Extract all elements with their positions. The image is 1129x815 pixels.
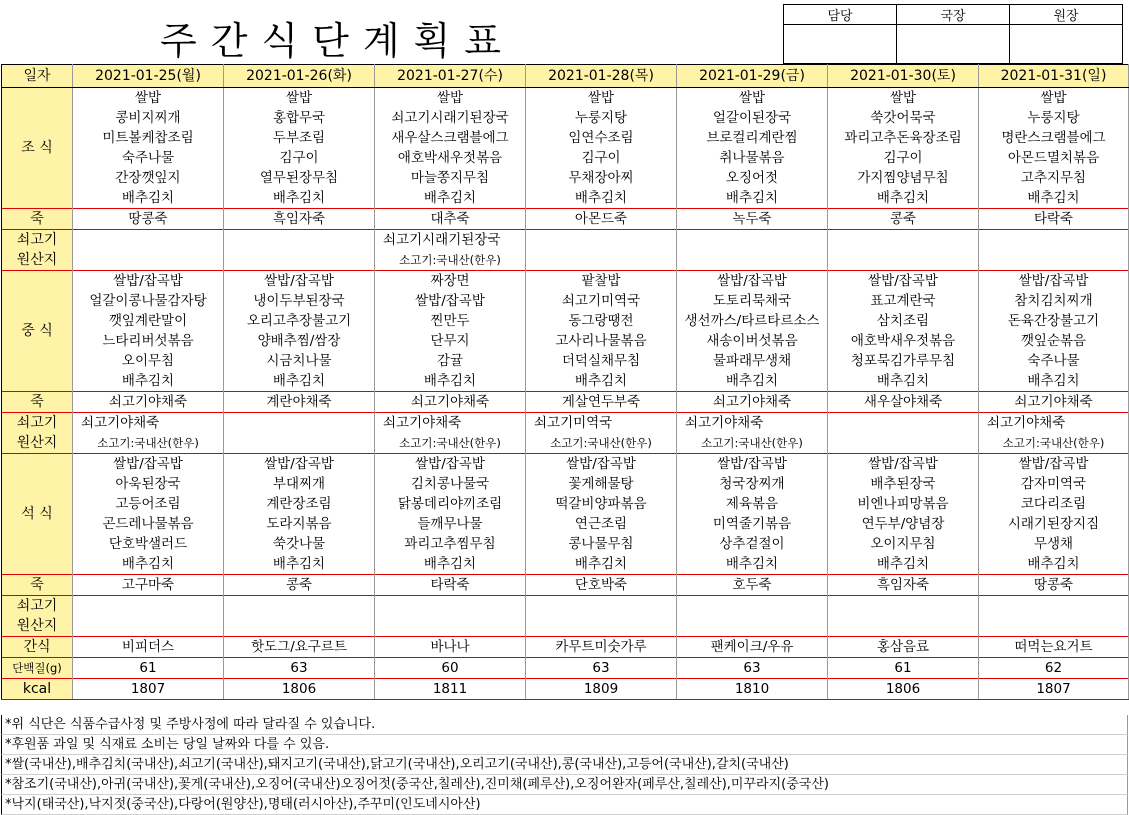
dinner-dish: 비엔나피망볶음 <box>828 494 979 514</box>
breakfast-dish: 명란스크램블에그 <box>979 128 1129 148</box>
breakfast-porridge: 녹두죽 <box>677 209 828 230</box>
kcal-value: 1806 <box>828 679 979 700</box>
kcal-value: 1811 <box>375 679 526 700</box>
dinner-origin-dish <box>677 596 828 617</box>
dinner-dish: 제육볶음 <box>677 494 828 514</box>
dinner-dish: 계란장조림 <box>224 494 375 514</box>
breakfast-dish: 숙주나물 <box>73 148 224 168</box>
dinner-origin-dish <box>828 596 979 617</box>
lunch-porridge: 쇠고기야채죽 <box>375 392 526 413</box>
date-header: 2021-01-30(토) <box>828 65 979 88</box>
breakfast-dish: 쑥갓어묵국 <box>828 108 979 128</box>
dinner-dish: 시래기된장지짐 <box>979 514 1129 534</box>
snack-item: 떠먹는요거트 <box>979 637 1129 658</box>
protein-value: 63 <box>224 658 375 679</box>
lunch-dish: 새송이버섯볶음 <box>677 331 828 351</box>
dinner-dish: 떡갈비양파볶음 <box>526 494 677 514</box>
lunch-origin-label-1: 쇠고기 <box>2 413 73 434</box>
breakfast-dish: 누룽지탕 <box>526 108 677 128</box>
breakfast-dish: 마늘쫑지무침 <box>375 168 526 188</box>
lunch-dish: 돈육간장불고기 <box>979 311 1129 331</box>
breakfast-dish: 무채장아찌 <box>526 168 677 188</box>
dinner-dish: 도라지볶음 <box>224 514 375 534</box>
approval-box <box>783 4 1123 64</box>
dinner-porridge-label: 죽 <box>2 575 73 596</box>
breakfast-dish: 김구이 <box>224 148 375 168</box>
lunch-dish: 생선까스/타르타르소스 <box>677 311 828 331</box>
lunch-dish: 배추김치 <box>979 371 1129 392</box>
approval-sign-director[interactable] <box>897 25 1010 64</box>
dinner-dish: 무생채 <box>979 534 1129 554</box>
dinner-dish: 배추김치 <box>224 554 375 575</box>
lunch-dish: 물파래무생채 <box>677 351 828 371</box>
breakfast-dish: 쌀밥 <box>828 88 979 109</box>
lunch-dish: 쌀밥/잡곡밥 <box>375 291 526 311</box>
lunch-dish: 쌀밥/잡곡밥 <box>828 271 979 292</box>
breakfast-porridge: 대추죽 <box>375 209 526 230</box>
dinner-dish: 쌀밥/잡곡밥 <box>979 454 1129 475</box>
lunch-dish: 냉이두부된장국 <box>224 291 375 311</box>
dinner-porridge: 단호박죽 <box>526 575 677 596</box>
breakfast-dish: 배추김치 <box>828 188 979 209</box>
dinner-dish: 쌀밥/잡곡밥 <box>224 454 375 475</box>
dinner-porridge: 타락죽 <box>375 575 526 596</box>
breakfast-dish: 배추김치 <box>73 188 224 209</box>
breakfast-origin-dish <box>828 230 979 251</box>
dinner-dish: 꽈리고추찜무침 <box>375 534 526 554</box>
snack-item: 핫도그/요구르트 <box>224 637 375 658</box>
snack-item: 비피더스 <box>73 637 224 658</box>
kcal-value: 1810 <box>677 679 828 700</box>
dinner-origin-value <box>224 616 375 637</box>
breakfast-origin-dish <box>224 230 375 251</box>
lunch-porridge: 게살연두부죽 <box>526 392 677 413</box>
lunch-origin-dish: 쇠고기야채죽 <box>979 413 1129 434</box>
breakfast-porridge: 아몬드죽 <box>526 209 677 230</box>
lunch-dish: 고사리나물볶음 <box>526 331 677 351</box>
dinner-dish: 쌀밥/잡곡밥 <box>375 454 526 475</box>
lunch-label: 중 식 <box>2 271 73 392</box>
dinner-dish: 코다리조림 <box>979 494 1129 514</box>
breakfast-dish: 취나물볶음 <box>677 148 828 168</box>
dinner-origin-value <box>828 616 979 637</box>
breakfast-dish: 아몬드멸치볶음 <box>979 148 1129 168</box>
lunch-origin-value: 소고기:국내산(한우) <box>526 433 677 454</box>
lunch-origin-value: 소고기:국내산(한우) <box>73 433 224 454</box>
breakfast-origin-dish <box>979 230 1129 251</box>
breakfast-origin-value <box>224 250 375 271</box>
lunch-dish: 오이무침 <box>73 351 224 371</box>
dinner-dish: 쌀밥/잡곡밥 <box>73 454 224 475</box>
snack-item: 팬케이크/우유 <box>677 637 828 658</box>
dinner-dish: 들깨무나물 <box>375 514 526 534</box>
lunch-dish: 배추김치 <box>73 371 224 392</box>
lunch-origin-dish: 쇠고기야채죽 <box>375 413 526 434</box>
breakfast-porridge-label: 죽 <box>2 209 73 230</box>
weekly-menu-table <box>1 64 1129 700</box>
breakfast-dish: 쌀밥 <box>224 88 375 109</box>
dinner-dish: 쑥갓나물 <box>224 534 375 554</box>
dinner-dish: 오이지무침 <box>828 534 979 554</box>
dinner-label: 석 식 <box>2 454 73 575</box>
protein-value: 63 <box>677 658 828 679</box>
breakfast-origin-dish <box>73 230 224 251</box>
breakfast-label: 조 식 <box>2 88 73 209</box>
lunch-dish: 얼갈이콩나물감자탕 <box>73 291 224 311</box>
dinner-origin-value <box>526 616 677 637</box>
lunch-porridge: 쇠고기야채죽 <box>73 392 224 413</box>
breakfast-origin-label-1: 쇠고기 <box>2 230 73 251</box>
dinner-origin-dish <box>526 596 677 617</box>
dinner-porridge: 호두죽 <box>677 575 828 596</box>
dinner-dish: 배추김치 <box>526 554 677 575</box>
lunch-dish: 느타리버섯볶음 <box>73 331 224 351</box>
protein-value: 63 <box>526 658 677 679</box>
kcal-value: 1807 <box>979 679 1129 700</box>
lunch-origin-value <box>224 433 375 454</box>
dinner-dish: 배추김치 <box>73 554 224 575</box>
dinner-dish: 쌀밥/잡곡밥 <box>677 454 828 475</box>
date-header: 2021-01-28(목) <box>526 65 677 88</box>
lunch-origin-dish: 쇠고기야채죽 <box>73 413 224 434</box>
note-line: *쌀(국내산),배추김치(국내산),쇠고기(국내산),돼지고기(국내산),닭고기(국내산),오리고기(국내산),콩(국내산),고등어(국내산),갈치(국내산) <box>1 755 1128 775</box>
kcal-label: kcal <box>2 679 73 700</box>
lunch-dish: 찐만두 <box>375 311 526 331</box>
breakfast-origin-dish: 쇠고기시래기된장국 <box>375 230 526 251</box>
lunch-porridge: 새우살야채죽 <box>828 392 979 413</box>
dinner-dish: 곤드레나물볶음 <box>73 514 224 534</box>
breakfast-dish: 두부조림 <box>224 128 375 148</box>
breakfast-porridge: 땅콩죽 <box>73 209 224 230</box>
lunch-dish: 애호박새우젓볶음 <box>828 331 979 351</box>
lunch-dish: 깻잎순볶음 <box>979 331 1129 351</box>
dinner-dish: 닭봉데리야끼조림 <box>375 494 526 514</box>
breakfast-origin-value <box>677 250 828 271</box>
lunch-dish: 숙주나물 <box>979 351 1129 371</box>
breakfast-dish: 쌀밥 <box>526 88 677 109</box>
dinner-dish: 쌀밥/잡곡밥 <box>828 454 979 475</box>
approval-label-staff: 담당 <box>784 5 897 25</box>
breakfast-dish: 홍합무국 <box>224 108 375 128</box>
dinner-dish: 배추김치 <box>375 554 526 575</box>
lunch-dish: 쌀밥/잡곡밥 <box>224 271 375 292</box>
dinner-origin-dish <box>979 596 1129 617</box>
lunch-dish: 참치김치찌개 <box>979 291 1129 311</box>
dinner-dish: 부대찌개 <box>224 474 375 494</box>
dinner-dish: 고등어조림 <box>73 494 224 514</box>
dinner-dish: 단호박샐러드 <box>73 534 224 554</box>
lunch-origin-value: 소고기:국내산(한우) <box>979 433 1129 454</box>
approval-sign-staff[interactable] <box>784 25 897 64</box>
lunch-dish: 시금치나물 <box>224 351 375 371</box>
breakfast-dish: 누룽지탕 <box>979 108 1129 128</box>
page-title: 주간식단계획표 <box>160 19 515 63</box>
approval-label-director: 국장 <box>897 5 1010 25</box>
breakfast-dish: 배추김치 <box>979 188 1129 209</box>
protein-value: 61 <box>73 658 224 679</box>
lunch-dish: 감귤 <box>375 351 526 371</box>
lunch-dish: 도토리묵채국 <box>677 291 828 311</box>
protein-value: 62 <box>979 658 1129 679</box>
snack-item: 바나나 <box>375 637 526 658</box>
breakfast-dish: 오징어젓 <box>677 168 828 188</box>
date-header: 2021-01-27(수) <box>375 65 526 88</box>
breakfast-dish: 가지찜양념무침 <box>828 168 979 188</box>
breakfast-dish: 배추김치 <box>375 188 526 209</box>
lunch-origin-value: 소고기:국내산(한우) <box>677 433 828 454</box>
breakfast-dish: 열무된장무침 <box>224 168 375 188</box>
lunch-porridge: 쇠고기야채죽 <box>979 392 1129 413</box>
protein-label: 단백질(g) <box>2 658 73 679</box>
breakfast-origin-value <box>526 250 677 271</box>
lunch-dish: 청포묵김가루무침 <box>828 351 979 371</box>
date-header: 2021-01-29(금) <box>677 65 828 88</box>
breakfast-dish: 배추김치 <box>224 188 375 209</box>
note-line: *위 식단은 식품수급사정 및 주방사정에 따라 달라질 수 있습니다. <box>1 715 1128 735</box>
breakfast-dish: 꽈리고추돈육장조림 <box>828 128 979 148</box>
lunch-porridge-label: 죽 <box>2 392 73 413</box>
kcal-value: 1809 <box>526 679 677 700</box>
breakfast-dish: 쌀밥 <box>677 88 828 109</box>
breakfast-origin-value <box>979 250 1129 271</box>
dinner-origin-value <box>73 616 224 637</box>
breakfast-dish: 김구이 <box>828 148 979 168</box>
dinner-dish: 상추겉절이 <box>677 534 828 554</box>
dinner-porridge: 땅콩죽 <box>979 575 1129 596</box>
lunch-dish: 쌀밥/잡곡밥 <box>979 271 1129 292</box>
dinner-porridge: 콩죽 <box>224 575 375 596</box>
dinner-dish: 연두부/양념장 <box>828 514 979 534</box>
dinner-origin-label-1: 쇠고기 <box>2 596 73 617</box>
breakfast-origin-dish <box>526 230 677 251</box>
breakfast-origin-dish <box>677 230 828 251</box>
dinner-dish: 꽃게해물탕 <box>526 474 677 494</box>
lunch-origin-value <box>828 433 979 454</box>
lunch-origin-dish: 쇠고기야채죽 <box>677 413 828 434</box>
kcal-value: 1806 <box>224 679 375 700</box>
notes-section <box>1 715 1128 815</box>
dinner-dish: 배추된장국 <box>828 474 979 494</box>
breakfast-dish: 임연수조림 <box>526 128 677 148</box>
breakfast-dish: 배추김치 <box>677 188 828 209</box>
lunch-dish: 표고계란국 <box>828 291 979 311</box>
lunch-origin-label-2: 원산지 <box>2 433 73 454</box>
dinner-origin-value <box>979 616 1129 637</box>
snack-item: 홍삼음료 <box>828 637 979 658</box>
breakfast-dish: 배추김치 <box>526 188 677 209</box>
breakfast-porridge: 타락죽 <box>979 209 1129 230</box>
date-label: 일자 <box>2 65 73 88</box>
dinner-dish: 배추김치 <box>677 554 828 575</box>
dinner-origin-dish <box>224 596 375 617</box>
dinner-origin-value <box>677 616 828 637</box>
breakfast-dish: 미트볼케찹조림 <box>73 128 224 148</box>
dinner-origin-dish <box>73 596 224 617</box>
breakfast-dish: 새우살스크램블에그 <box>375 128 526 148</box>
lunch-porridge: 계란야채죽 <box>224 392 375 413</box>
breakfast-dish: 애호박새우젓볶음 <box>375 148 526 168</box>
breakfast-porridge: 콩죽 <box>828 209 979 230</box>
dinner-origin-dish <box>375 596 526 617</box>
breakfast-dish: 쇠고기시래기된장국 <box>375 108 526 128</box>
lunch-dish: 단무지 <box>375 331 526 351</box>
lunch-dish: 짜장면 <box>375 271 526 292</box>
dinner-dish: 감자미역국 <box>979 474 1129 494</box>
dinner-dish: 청국장찌개 <box>677 474 828 494</box>
breakfast-dish: 간장깻잎지 <box>73 168 224 188</box>
breakfast-origin-label-2: 원산지 <box>2 250 73 271</box>
dinner-porridge: 고구마죽 <box>73 575 224 596</box>
lunch-dish: 배추김치 <box>526 371 677 392</box>
dinner-dish: 김치콩나물국 <box>375 474 526 494</box>
lunch-origin-value: 소고기:국내산(한우) <box>375 433 526 454</box>
breakfast-origin-value: 소고기:국내산(한우) <box>375 250 526 271</box>
snack-item: 카무트미숫가루 <box>526 637 677 658</box>
lunch-dish: 쌀밥/잡곡밥 <box>73 271 224 292</box>
lunch-porridge: 쇠고기야채죽 <box>677 392 828 413</box>
breakfast-origin-value <box>73 250 224 271</box>
lunch-dish: 더덕실채무침 <box>526 351 677 371</box>
lunch-dish: 쌀밥/잡곡밥 <box>677 271 828 292</box>
dinner-dish: 아욱된장국 <box>73 474 224 494</box>
date-header: 2021-01-31(일) <box>979 65 1129 88</box>
breakfast-porridge: 흑임자죽 <box>224 209 375 230</box>
lunch-dish: 배추김치 <box>828 371 979 392</box>
approval-sign-head[interactable] <box>1010 25 1123 64</box>
breakfast-dish: 콩비지찌개 <box>73 108 224 128</box>
note-line: *낙지(태국산),낙지젓(중국산),다랑어(원양산),명태(러시아산),주꾸미(인도네시아산) <box>1 795 1128 815</box>
dinner-porridge: 흑임자죽 <box>828 575 979 596</box>
lunch-dish: 배추김치 <box>375 371 526 392</box>
dinner-origin-value <box>375 616 526 637</box>
date-header: 2021-01-26(화) <box>224 65 375 88</box>
dinner-dish: 콩나물무침 <box>526 534 677 554</box>
protein-value: 60 <box>375 658 526 679</box>
breakfast-dish: 얼갈이된장국 <box>677 108 828 128</box>
protein-value: 61 <box>828 658 979 679</box>
dinner-dish: 미역줄기볶음 <box>677 514 828 534</box>
dinner-dish: 배추김치 <box>828 554 979 575</box>
lunch-origin-dish: 쇠고기미역국 <box>526 413 677 434</box>
lunch-origin-dish <box>828 413 979 434</box>
lunch-dish: 양배추찜/쌈장 <box>224 331 375 351</box>
breakfast-dish: 쌀밥 <box>979 88 1129 109</box>
note-line: *후원품 과일 및 식재료 소비는 당일 날짜와 다를 수 있음. <box>1 735 1128 755</box>
breakfast-dish: 브로컬리계란찜 <box>677 128 828 148</box>
dinner-dish: 배추김치 <box>979 554 1129 575</box>
dinner-dish: 쌀밥/잡곡밥 <box>526 454 677 475</box>
date-header: 2021-01-25(월) <box>73 65 224 88</box>
lunch-dish: 쇠고기미역국 <box>526 291 677 311</box>
snack-label: 간식 <box>2 637 73 658</box>
lunch-dish: 배추김치 <box>224 371 375 392</box>
lunch-dish: 동그랑땡전 <box>526 311 677 331</box>
note-line: *참조기(국내산),아귀(국내산),꽃게(국내산),오징어(국내산)오징어젓(중국산,칠레산),진미채(페루산),오징어완자(페루산,칠레산),미꾸라지(중국산) <box>1 775 1128 795</box>
lunch-dish: 삼치조림 <box>828 311 979 331</box>
dinner-dish: 연근조림 <box>526 514 677 534</box>
kcal-value: 1807 <box>73 679 224 700</box>
lunch-origin-dish <box>224 413 375 434</box>
breakfast-dish: 쌀밥 <box>73 88 224 109</box>
breakfast-dish: 고추지무침 <box>979 168 1129 188</box>
dinner-origin-label-2: 원산지 <box>2 616 73 637</box>
breakfast-origin-value <box>828 250 979 271</box>
lunch-dish: 깻잎계란말이 <box>73 311 224 331</box>
lunch-dish: 오리고추장불고기 <box>224 311 375 331</box>
lunch-dish: 배추김치 <box>677 371 828 392</box>
breakfast-dish: 김구이 <box>526 148 677 168</box>
lunch-dish: 팥찰밥 <box>526 271 677 292</box>
breakfast-dish: 쌀밥 <box>375 88 526 109</box>
approval-label-head: 원장 <box>1010 5 1123 25</box>
